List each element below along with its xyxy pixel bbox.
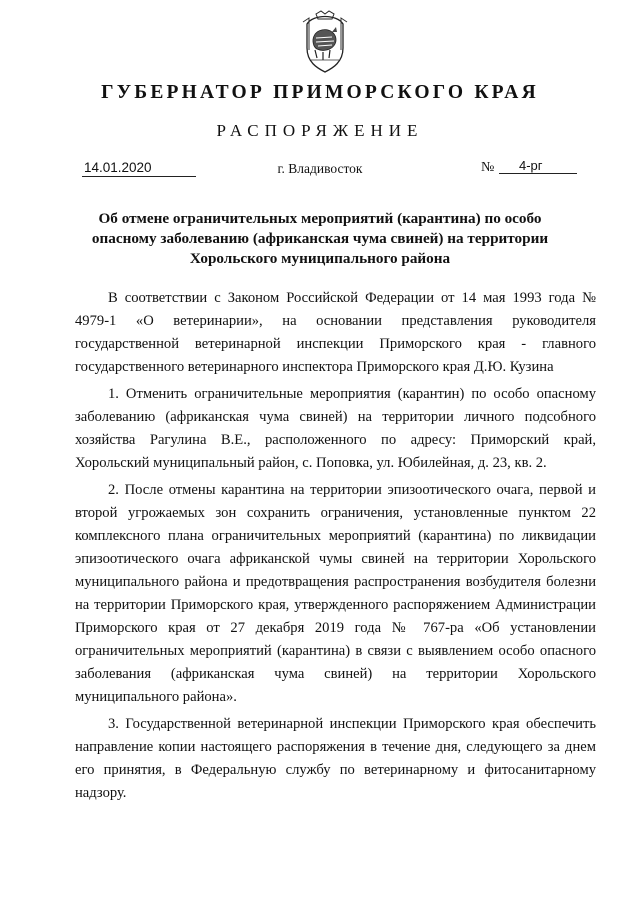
document-body bbox=[75, 287, 596, 805]
document-type: РАСПОРЯЖЕНИЕ bbox=[216, 121, 424, 140]
number-sign: № bbox=[481, 160, 495, 175]
clause-1-paragraph: 1. Отменить ограничительные мероприятия (карантин) по особо опасному заболеванию (африканская чума свиней) на территории личного подсобного хозяйства Рагулина В.Е., расположенного по адресу: Приморский край, Хорольский муниципальный район, с. Поповка, ул. Юбилейная, д. 23, кв. 2. bbox=[75, 386, 596, 471]
issuing-authority: ГУБЕРНАТОР ПРИМОРСКОГО КРАЯ bbox=[101, 82, 539, 103]
preamble-paragraph: В соответствии с Законом Российской Федерации от 14 мая 1993 года № 4979-1 «О ветеринарии», на основании представления руководителя государственной ветеринарной инспекции Приморского края - главного государственного ветеринарного инспектора Приморского края Д.Ю. Кузина bbox=[75, 290, 596, 375]
clause-3-paragraph: 3. Государственной ветеринарной инспекции Приморского края обеспечить направление копии настоящего распоряжения в течение дня, следующего за днем его принятия, в Федеральную службу по ветеринарному и фитосанитарному надзору. bbox=[75, 716, 596, 801]
clause-2-paragraph: 2. После отмены карантина на территории эпизоотического очага, первой и второй угрожаемых зон сохранить ограничения, установленные пунктом 22 комплексного плана ограничительных мероприятий (карантина) по ликвидации эпизоотического очага африканской чумы свиней на территории Хорольского муниципального района и предотвращения распространения возбудителя болезни на территории Приморского края, утвержденного распоряжением Администрации Приморского края от 27 декабря 2019 года № 767-ра «Об установлении ограничительных мероприятий (карантина) в связи с выявлением особо опасного заболевания (африканская чума свиней) на территории Хорольского муниципального района». bbox=[75, 482, 596, 705]
document-date: 14.01.2020 bbox=[82, 159, 196, 177]
document-number: 4-рг bbox=[499, 158, 577, 174]
primorsky-krai-coat-of-arms-icon bbox=[299, 10, 351, 74]
document-number-block bbox=[481, 158, 577, 177]
document-title: Об отмене ограничительных мероприятий (карантина) по особо опасному заболеванию (африканская чума свиней) на территории Хорольского муниципального района bbox=[91, 210, 549, 267]
document-city: г. Владивосток bbox=[277, 161, 363, 176]
